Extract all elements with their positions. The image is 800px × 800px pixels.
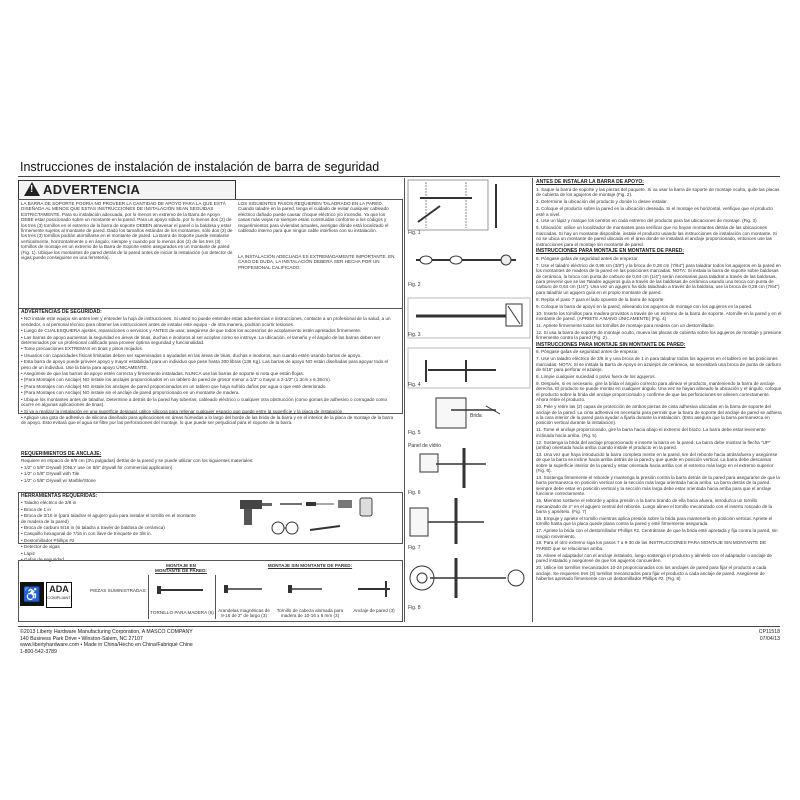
footer-address: 140 Business Park Drive • Winston-Salem, NC 27107: [20, 635, 143, 642]
part-machine-screw: [218, 575, 270, 619]
tool-item: • Lápiz: [21, 550, 35, 556]
tools-illustration: [210, 494, 400, 540]
requirements-heading: REQUERIMIENTOS DE ANCLAJE:: [21, 451, 102, 457]
step-item: 4. Use un lápiz y marque los centros en cada extremo del producto para las ubicaciones de montaje. (Fig. 3): [536, 218, 757, 224]
safety-list: [21, 316, 399, 425]
figure-3: [408, 298, 530, 338]
figure-1: [408, 180, 496, 230]
step-item: 13. Una vez que haya introducido la barra completa mente en la pared, tire del reborde hacia atrás/afuera y asegúrese de que la barra se incline hacia arriba detrás de la pared y que quede en posición vertical. La barra debe descansar sobre la superficie interior de la pared y estar orientada hacia arriba con el extremo más largo en el extremo superior (Fig. 6).: [536, 451, 778, 474]
pencil-icon: [310, 526, 340, 530]
footer: [20, 629, 420, 655]
footer-phone: 1-800-542-3789: [20, 648, 57, 655]
stud-list: [536, 256, 782, 341]
warning-heading: ADVERTENCIA: [43, 182, 141, 197]
pan-screw-icon: [274, 575, 346, 603]
footer-web: www.libertyhardware.com • Made in China/Hecho en China/Fabriqué Chine: [20, 642, 193, 649]
anchor-mount-header: MONTAJE SIN MONTANTE DE PARED:: [267, 563, 353, 568]
step-item: 15. Mientras sostiene el reborde y aplica presión a la barra tirando de ella hacia afuera, introduzca un tornillo mecanizado de 2" en el agujero central del reborde. Luego alinee el tornillo mecanizado con el inserto roscado de la barra y apriételo. (Fig. 7): [536, 498, 773, 514]
tool-item: • Broca de 1 in: [21, 506, 51, 512]
step-item: 6. Póngase gafas de seguridad antes de empezar.: [536, 255, 639, 261]
step-item: 6. Póngase gafas de seguridad antes de empezar.: [536, 349, 639, 355]
fig-4-label: Fig. 4: [408, 382, 421, 388]
footer-code: CP11518: [758, 629, 780, 635]
footer-date: 07/04/13: [759, 635, 780, 642]
part-wall-anchor: [348, 575, 400, 619]
wheelchair-icon: ♿: [20, 582, 44, 606]
figure-5: [436, 398, 500, 428]
requirement-item: • 1/2" o 5/8" Drywall (ONLY use on 5/8" drywall for commercial application): [21, 464, 173, 470]
tools-section: [21, 493, 201, 563]
column-divider: [532, 178, 533, 622]
step-item: 1. Saque la barra de soporte y las piezas del paquete. Si va usar la barra de soporte de montaje oculto, quite las placas de cubierta de los agujeros de montaje (Fig. 2).: [536, 186, 780, 198]
fig-2-label: Fig. 2: [408, 282, 421, 288]
safety-item: • Esta barra de apoyo puede proveer apoyo y mayor estabilidad para un individuo que pese hasta 300 libras (136 Kg). Las barras de apoyo NO están diseñadas para apoyar todo el peso de un individuo. Use la barra para apoyo ÚNICAMENTE.: [21, 359, 389, 370]
part-pan-screw: [274, 575, 346, 619]
part-label: Tornillo de cabeza alomada para madera de 10-16 x 6 mm (3): [276, 608, 344, 619]
safety-item: • Si va a realizar la instalación en una superficie desigual, utilice silicona para rellenar cualquier espacio que quede entre la superficie y la placa de instalación.: [21, 408, 344, 414]
requirements-list: [21, 465, 399, 483]
footer-copyright: ©2013 Liberty Hardware Manufacturing Corporation, A MASCO COMPANY: [20, 629, 193, 635]
step-item: 11. Tome el anclaje proporcionado, gire la barra hacia abajo el extremo del brazo. La barra debe estar levemente inclinada hacia arriba. (Fig. 5): [536, 427, 766, 438]
part-label: Anclaje de pared (3): [353, 608, 395, 613]
step-item: 12. Si usa la barra de soporte de montaje oculto, mueva las placas de cubierta sobre los agujeros de montaje y presione firmemente contra la pared (Fig. 2).: [536, 329, 782, 341]
safety-glasses-icon: [272, 522, 298, 534]
step-item: 10. Pele y retire las (2) capas de protección de ambos piezas de cinta adhesiva ubicadas en la barra de soporte del anclaje de la pared. La cinta adhesiva es necesaria para permitir que la barra de soporte del anclaje de pared se adhiera a la cara interior de la pared para ayudar a fijarla durante la instalación. (Esto asegura que la barra permanezca en posición vertical durante la instalación).: [536, 404, 782, 426]
step-item: 17. Apriete la brida con el destornillador Phillips #2. Centrátrase de que la brida esté apretada y fija contra la pared, sin ningún movimiento.: [536, 528, 778, 539]
figure-2: [416, 255, 516, 265]
stud-mount-header: MONTAJE EN MONTANTE DE PARED:: [155, 563, 207, 574]
figures-column: [406, 178, 530, 620]
footer-codes: [740, 629, 780, 642]
figure-4: [408, 348, 530, 388]
ada-sub: COMPLIANT: [47, 595, 71, 600]
tool-item: • Broca de 3/16 in (para taladrar el agujero guía para instalar el tornillo en el montante de madera de la pared): [21, 513, 196, 524]
drill-icon: [240, 500, 272, 525]
safety-item: • NO instale este equipo sin antes leer y entender la hoja de instrucciones. Si usted no puede entender estas advertencias e instrucciones, contacte a un profesional de la salud, a un vendedor, o al personal técnico para obtener las instrucciones antes de instalar este equipo - de otra manera, podrían ocurrir lesiones.: [21, 316, 391, 327]
step-item: 8. Repita el paso 7 para el lado opuesto de la barra de soporte.: [536, 296, 665, 302]
ante-list: [536, 187, 782, 247]
tool-item: • Detector de vigas: [21, 544, 60, 550]
tool-item: • Destornillador Phillips #2: [21, 537, 75, 543]
requirement-item: • 1/2" o 5/8" Drywall w/ Marble/Stone: [21, 477, 96, 483]
warning-left-text: LA BARRA DE SOPORTE PODRÍA NO PROVEER LA CANTIDAD DE APOYO PARA LA QUE ESTÁ DISEÑADA AL MENOS QUE ESTAS INSTRUCCIONES DE INSTALACIÓN SEAN SEGUIDAS ESTRICTAMENTE. Para su instalación adecuada, por lo menos en extremo de la Barra de Apoyo DEBE estar posicionado sobre un montante en la pared. Para un apoyo sólido, por lo menos dos (2) de los tres (3) tornillos en el extremo de la barra de soporte DEBEN atravesar el panel o la baldosa y estar firmemente sujetos al montante de pared. Dado los tamaños estándar de los montantes, sólo dos (2) de los tres (3) tornillos podrán atornillarse en el montante de pared. La Barra de Soporte puede instalarse verticalmente, horizontalmente o en ángulo, siempre y cuando por lo menos dos (2) de los tres (3) tornillos de montaje en un extremo de la Barra de Soporte estén asegurados en un montante de pared (Fig. 1). Ubique los montantes de pared detrás de la pared antes de iniciar la instalación (un detector de vigas puede conseguirse en una ferretería).: [21, 201, 233, 261]
safety-item: • Tome precauciones EXTREMAS en tinas y pisos mojados.: [21, 346, 144, 352]
column-divider: [404, 178, 405, 622]
safety-item: • (Para Montajes con Anclaje) NO instale los anclajes proporcionados en un tablero de pared de grosor menor a 1/2" o mayor a 2-1/2" (1.3cm x 6.35cm).: [21, 377, 332, 383]
socket-icon: [338, 500, 352, 508]
step-item: 7. Use un taladro eléctrico de 3/8 in y una broca de 1 in para taladrar todos los agujeros en el tablero en las posiciones marcadas. NOTA: Si se instala la Barra de Apoyo en azulejos de cerámica, se necesitará una broca de punta de carburo de 5/16" para perforar el azulejo.: [536, 356, 782, 373]
step-item: 14. Sostenga firmemente el reborde y mantenga la presión contra la barra detrás de la pared para asegurarse de que la barra permanezca en posición vertical con la sección más larga orientada hacia arriba. La barra detrás de la pared siempre debe estar en posición vertical y la sección más larga debe estar orientada hacia arriba para que el anclaje funcione correctamente.: [536, 475, 780, 497]
tools-list: [21, 500, 201, 562]
tool-item: • Casquillo hexagonal de 7/16 in con llave de trinquete de 3/8 in.: [21, 531, 152, 537]
fig-7-label: Fig. 7: [408, 545, 421, 551]
safety-item: • Usuarios con capacidades físicas limitadas deben ser supervisados o ayudados en las áreas de tinas, duchas e inodoros, aun cuando estén usando barras de apoyo.: [21, 352, 362, 358]
step-item: 9. Coloque la barra de apoyo en la pared, alineando los agujeros de montaje con los agujeros en la pared.: [536, 303, 753, 309]
part-wood-screw: [148, 575, 216, 619]
warning-header: [18, 180, 236, 200]
fig-6-label: Fig. 6: [408, 490, 421, 496]
fig-1-label: Fig. 1: [408, 230, 421, 236]
figure-7: [410, 498, 484, 544]
safety-item: • Ubique los montantes antes de taladrar. Determine a detrás de la pared hay tuberías, cableado eléctrico o cualquier otra obstrucción (como gomas de adhesivo o corrugado como ocurre en algunas aplicaciones de tinas).: [21, 396, 387, 408]
brida-label: Brida: [470, 413, 482, 419]
step-item: 10. Inserte los tornillos para madera provistos a través de un extremo de la barra de soporte. Atornille en la pared y en el montante de pared. (APRIETE A MANO ÚNICAMENTE) (Fig. 4): [536, 310, 782, 321]
warning-right-text-2: LA INSTALACIÓN ADECUADA ES EXTREMADAMENTE IMPORTANTE. EN CASO DE DUDA, LA INSTALACIÓN DEBERÁ SER HECHA POR UN PROFESIONAL CALIFICADO.: [238, 254, 395, 270]
anchor-list: [536, 349, 782, 581]
part-label: Arandelas magnéticas de 9-16 de 2" de largo (3): [218, 608, 270, 619]
requirements-section: [21, 452, 399, 492]
ada-badge: [46, 582, 72, 608]
step-item: 18. Para el otro extremo siga los pasos 7 a 9-30 de las INSTRUCCIONES PARA MONTAJE SIN MONTANTE DE PARED que se relacionan arriba.: [536, 540, 767, 551]
anchor-heading: INSTRUCCIONES PARA MONTAJE SIN MONTANTE DE PARED:: [536, 341, 686, 348]
fig-8-label: Fig. 8: [408, 605, 421, 611]
parts-label: PIEZAS SUMINISTRADAS:: [90, 588, 147, 593]
step-item: 19. Alinee el adaptador con el anclaje instalado, luego sostenga el producto y alinéelo con el adaptador o anclaje de pared instalado y asegúrese de que los agujeros concuerden.: [536, 552, 772, 564]
ante-heading: ANTES DE INSTALAR LA BARRA DE APOYO:: [536, 179, 644, 185]
figure-8: [410, 558, 524, 598]
tools-heading: HERRAMIENTAS REQUERIDAS:: [21, 493, 98, 499]
part-label: TORNILLO PARA MADERA (6): [150, 610, 214, 615]
safety-item: • (Para Montajes con Anclaje) NO instale los anclajes de pared proporcionados en un tablero que haya sufrido daños por agua o que esté deteriorado.: [21, 383, 327, 389]
safety-item: • (Para Montajes con Anclaje) NO instale sin el anclaje de pared proporcionado en un montante de madera.: [21, 390, 240, 396]
tool-item: • Broca de carburo 5/16 in (si taladra a través de baldosa de cerámica): [21, 525, 165, 531]
safety-section: [21, 309, 399, 426]
step-item: 8. Limpie cualquier suciedad o polvo fuera de los agujeros.: [536, 374, 656, 380]
fig-5-label: Fig. 5: [408, 430, 421, 436]
step-item: 3. Coloque el producto sobre la pared en la ubicación deseada. Si el montaje es horizontal, verifique que el producto esté a nivel.: [536, 206, 773, 217]
wall-anchor-icon: [348, 575, 400, 603]
stud-heading: INSTRUCCIONES PARA MONTAJE EN MONTANTE DE PARED:: [536, 247, 685, 254]
step-item: 7. Use el taladro eléctrico de 0,95 cm (3/8") y la broca de 0,28 cm (7/64") para taladrar todos los agujeros en la pared en los montantes de madera de la pared en las posiciones marcadas. NOTA: Si instala la barra de soporte sobre baldosas de cerámica, la broca con punta de carburo de 0,64 cm (1/4") serán necesarias para taladrar a través de las baldosas, para prevenir que se las Taladre agujeros guía a través de las baldosas de cerámica usando una broca con punta de carburo de 0,64 cm (1/4"). Una vez un agujero ha sido taladrado a través de la baldosa, use la broca de 0,28 cm (7/64") para taladrar un agujero guía en el propio montante de pared.: [536, 262, 781, 295]
title-rule: [18, 176, 780, 177]
figure-6: [420, 448, 486, 488]
warning-icon: !: [24, 182, 40, 196]
requirements-intro: Requiere en espacio de 8/9 cm (3¼ pulgadas) detrás de la pared y se puede utilizar con los siguientes materiales:: [21, 458, 254, 464]
safety-item: • Luego de CUALESQUIERA ajustes, reparaciones o servicios y ANTES de usar, asegúrese de que todos los accesorios de acoplamiento estén apretados firmemente.: [21, 328, 362, 334]
tool-item: • Gafas de seguridad: [21, 557, 64, 563]
wood-screw-icon: [149, 575, 215, 605]
step-item: 11. Apriete firmemente todos los tornillos de montaje para madera con un destornillador.: [536, 322, 715, 328]
step-item: 12. Sostenga la brida del anclaje proporcionado e inserte la barra en la pared. La barra debe mostrar la flecha "UP" (arriba) orientada hacia arriba cuando instale el producto en la pared.: [536, 439, 771, 450]
instructions-column: [536, 180, 782, 620]
step-item: 5. Ubicación: utilice un localizador de montantes para verificar que no hayan montantes detrás de las ubicaciones marcadas. Si hay un montante disponible, instale el producto usando las instrucciones de instalación con montante. Si no se ubica un montante de pared ubicada en el área donde se instalará el anclaje proporcionado, entonces use las instrucciones para el montaje sin montante de pared.: [536, 225, 777, 247]
safety-item: • Asegúrese de que las barras de apoyo estén correcta y firmemente instaladas. NUNCA use las barras de soporte si nota que están flojas.: [21, 371, 305, 377]
footer-rule: [18, 626, 780, 627]
screwdriver-icon: [306, 502, 334, 506]
panel-label: Panel de vidrio: [408, 443, 442, 449]
step-item: 2. Determine la ubicación del producto y donde lo desee instalar.: [536, 199, 668, 205]
step-item: 16. Empuje y apriete el tornillo mientras aplica presión sobre la brida para mantenerla en posición vertical. Apriete el tornillo hasta que la placa quede plana contra la pared y esté firmemente asegurada.: [536, 515, 773, 527]
warning-right-text-1: LOS SIGUIENTES PASOS REQUIEREN TALADRADO EN LA PARED. Cuando taladre en la pared, tenga el cuidado de evitar cualquier cableado eléctrico dañado puede causar choque eléctrico y/o incendio. Ya que los casas más viejas no siempre están construidas conforme a los códigos y requerimientos para viviendas actuales, averigüe dónde está localizado el cableado interno para que ningún cable interfiera con su instalación.: [238, 201, 389, 234]
stud-finder-icon: [360, 498, 372, 516]
safety-heading: ADVERTENCIAS DE SEGURIDAD:: [21, 309, 102, 315]
safety-item: • Aplique una gota de adhesivo de silicona diseñado para aplicaciones en áreas húmedas a lo largo del borde de las brida de la barra y en el interior de la placa de montaje de la barra de apoyo. Esto evitará que el agua se filtre por las perforaciones del montaje, lo que puede ser perjudicial para el soporte de la barra.: [21, 414, 394, 426]
step-item: 20. Utilice los tornillos mecanizados 10-24 proporcionados con los anclajes de pared para fijar el producto a cada anclaje. Se requieren tres (3) tornillos mecanizados para fijar el producto a cada anclaje de pared. Asegúrese de haberlos apretado firmemente con un destornillador Phillips #2. (Fig. 8): [536, 565, 767, 581]
ada-text: ADA: [49, 584, 69, 594]
fig-3-label: Fig. 3: [408, 332, 421, 338]
step-item: 9. Después, si es necesario, gire la brida el ángulo correcto para alinear el producto, manteniendo la barra de anclaje derecha. El producto se puede montar en cualquier ángulo. Una vez se hayan alineado la ubicación y el ángulo, coloque el producto sobre la brida del anclaje proporcionado y confirme de que las perforaciones se alineen correctamente. Ahora retire el producto.: [536, 381, 782, 403]
safety-item: • Las barras de apoyo aumentan la seguridad en áreas de tinas, duchas e inodoros al ser acoplan como se instruye. La ubicación, el tamaño y el ángulo de las barras deben ser determinados por un profesional calificado para proveer óptima seguridad y funcionalidad.: [21, 334, 381, 346]
tool-item: • Taladro eléctrico de 3/8 in: [21, 500, 77, 506]
page-title: Instrucciones de instalación de instalación de barra de seguridad: [20, 160, 380, 174]
machine-screw-icon: [218, 575, 270, 603]
requirement-item: • 1/2" o 5/8" Drywall with Tile: [21, 471, 80, 477]
